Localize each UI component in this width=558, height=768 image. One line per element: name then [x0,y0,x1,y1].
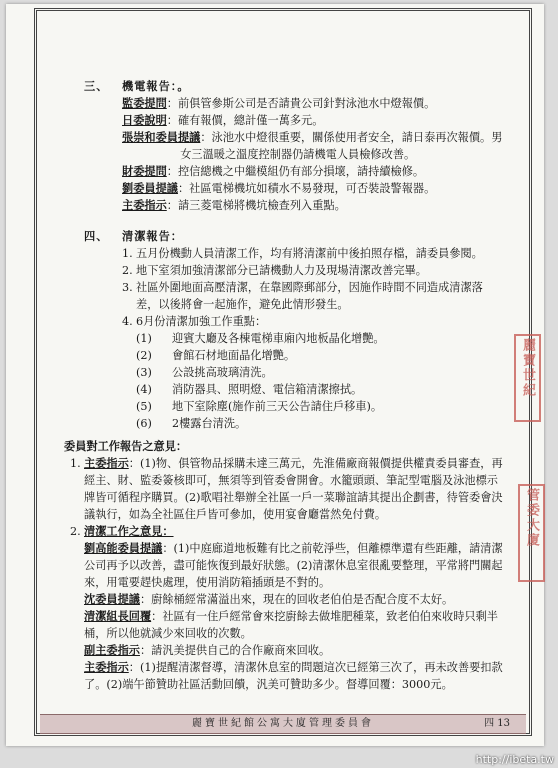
seal-stamp: 管委大廈 [518,484,545,582]
item-number: 1. [122,247,133,260]
sub-item-text: 會館石材地面晶化增艷。 [172,349,296,362]
opinion-item-2 [70,523,504,540]
minute-line: 副主委指示：請汎美提供自己的合作廠商來回收。 [84,643,331,657]
document-body [64,78,504,693]
section-4-title: 清潔報告： [122,229,183,243]
minute-line: 劉高能委員提議：(1)中庭廊道地板難有比之前乾淨些，但離標準還有些距離，請清潔公司再予以改善，盡可能恢復到最好狀態。(2)清潔休息室很亂要整理，平常將門關起來，用電要趕快處理，使用消防箱插頭是不對的。 [84,541,503,589]
sub-item [136,364,504,381]
section-4-body [122,245,504,432]
item-number: 1. [70,457,81,470]
page-footer [40,714,526,734]
footer-title: 麗寶世紀館公寓大廈管理委員會 [192,718,374,729]
sub-item-text: 2樓露台清洗。 [172,417,247,430]
section-3-number: 三、 [84,79,109,93]
minute-line: 主委指示：(1)提醒清潔督導，清潔休息室的問題這次已經第三次了，再未改善要扣款了。(2)端午節贊助社區活動回饋，汎美可贊助多少。督導回覆：3000元。 [84,660,503,691]
minute-line: 財委提問：控信總機之中繼模組仍有部分損壞，請持續檢修。 [122,164,425,178]
speaker-label: 財委提問 [122,164,167,178]
item-text: 6月份清潔加強工作重點： [136,315,267,328]
minute-text: 請汎美提供自己的合作廠商來回收。 [151,644,331,657]
list-item [122,245,504,262]
minute-line: 清潔組長回覆：社區有一住戶經常會來挖廚餘去做堆肥種菜，致老伯伯來收時只剩半桶，所以他就減少來回收的次數。 [84,609,498,640]
sub-item [136,415,504,432]
sub-item-number: (2) [136,349,152,362]
minute-text: 前俱管參斯公司是否請貴公司針對泳池水中燈報價。 [177,97,436,110]
sub-item-number: (3) [136,366,152,379]
list-item [122,262,504,279]
seal-stamp: 麗寶世紀 [514,334,541,422]
document-page [6,4,544,746]
minute-text: 確有報價，總計僅一萬多元。 [177,114,324,127]
section-4-heading [84,228,504,245]
item-text: 五月份機動人員清潔工作，均有將清潔前中後拍照存檔，請委員參閱。 [136,247,483,260]
item-text: 社區外圍地面高壓清潔，在靠國際郵部分，因施作時間不同造成清潔落差，以後將會一起施作，避免此情形發生。 [136,281,483,311]
speaker-label: 張崇和委員提議 [122,130,201,144]
minute-text: 泳池水中燈很重要，關係使用者安全，請日泰再次報價。男女三溫暖之溫度控制器仍請機電人員檢修改善。 [180,131,503,161]
page-number: 四 13 [484,718,510,729]
list-item [122,313,504,330]
speaker-label: 沈委員提議 [84,592,140,606]
minute-line: 主委指示：請三菱電梯將機坑檢查列入重點。 [122,198,346,212]
sub-item-text: 消防器具、照明燈、電信箱清潔擦拭。 [172,383,363,396]
sub-item-number: (5) [136,400,152,413]
cleaning-opinions [84,540,504,693]
minute-text: 社區電梯機坑如積水不易發現，可否裝設警報器。 [189,182,436,195]
opinions-heading: 委員對工作報告之意見： [64,439,188,453]
minute-text: 控信總機之中繼模組仍有部分損壞，請持續檢修。 [177,165,425,178]
opinion-text: 主委指示：(1)物、俱管物品採購未達三萬元，先淮備廠商報價提供權責委員審查，再經主、財、監委簽核即可，無須等到管委會開會。水籠頭頭、筆記型電腦及泳池標示牌皆可循程序購買。(2)歌唱社舉辦全社區一戶一菜聯誼請其提出企劃書，待管委會決議執行，如為全社區住戶皆可參加，使用宴會廳當然免付費。 [84,456,503,521]
sub-item-number: (6) [136,417,152,430]
item-number: 2. [122,264,133,277]
section-4-number: 四、 [84,229,109,243]
section-3-body [122,95,504,214]
speaker-label: 主委指示 [122,198,167,212]
minute-text: 社區有一住戶經常會來挖廚餘去做堆肥種菜，致老伯伯來收時只剩半桶，所以他就減少來回收的次數。 [84,610,498,640]
minute-line: 日委說明：確有報價，總計僅一萬多元。 [122,113,324,127]
sub-item-text: 迎賓大廳及各棟電梯車廂內地板晶化增艷。 [172,332,385,345]
speaker-label: 主委指示 [84,456,129,470]
sub-item [136,381,504,398]
opinion-item-1 [70,455,504,523]
speaker-label: 主委指示 [84,660,129,674]
sub-item-number: (1) [136,332,152,345]
speaker-label: 日委說明 [122,113,167,127]
sub-item-text: 地下室除塵(施作前三天公告請住戶移車)。 [172,400,383,413]
item-number: 3. [122,281,133,294]
speaker-label: 劉高能委員提議 [84,541,163,555]
sub-item [136,347,504,364]
minute-text: (1)中庭廊道地板難有比之前乾淨些，但離標準還有些距離，請清潔公司再予以改善，盡可能恢復到最好狀態。(2)清潔休息室很亂要整理，平常將門關起來，用電要趕快處理，使用消防箱插頭是不對的。 [84,542,503,589]
item-number: 4. [122,315,133,328]
section-3-heading [84,78,504,95]
minute-line: 沈委員提議：廚餘桶經常滿溢出來，現在的回收老伯伯是否配合度不太好。 [84,592,454,606]
speaker-label: 副主委指示 [84,643,140,657]
speaker-label: 監委提問 [122,96,167,110]
sub-item-number: (4) [136,383,152,396]
minute-line: 張崇和委員提議：泳池水中燈很重要，關係使用者安全，請日泰再次報價。男女三溫暖之溫度控制器仍請機電人員檢修改善。 [122,130,503,161]
minute-text: (1)提醒清潔督導，清潔休息室的問題這次已經第三次了，再未改善要扣款了。(2)端午節贊助社區活動回饋，汎美可贊助多少。督導回覆：3000元。 [84,661,503,691]
minute-line: 監委提問：前俱管參斯公司是否請貴公司針對泳池水中燈報價。 [122,96,436,110]
item-text: 地下室須加強清潔部分已請機動人力及現場清潔改善完畢。 [136,264,427,277]
opinion-subtitle: 清潔工作之意見： [84,524,174,538]
speaker-label: 劉委員提議 [122,181,178,195]
minute-text: 廚餘桶經常滿溢出來，現在的回收老伯伯是否配合度不太好。 [151,593,454,606]
minute-line: 劉委員提議：社區電梯機坑如積水不易發現，可否裝設警報器。 [122,181,436,195]
section-3-title: 機電報告：。 [122,79,190,93]
minute-text: 請三菱電梯將機坑檢查列入重點。 [177,199,346,212]
sub-item-text: 公設挑高玻璃清洗。 [172,366,273,379]
watermark: http://ibeta.tw [475,753,554,766]
item-number: 2. [70,525,81,538]
minute-text: (1)物、俱管物品採購未達三萬元，先淮備廠商報價提供權責委員審查，再經主、財、監委簽核即可，無須等到管委會開會。水籠頭頭、筆記型電腦及泳池標示牌皆可循程序購買。(2)歌唱社舉辦全社區一戶一菜聯誼請其提出企劃書，待管委會決議執行，如為全社區住戶皆可參加，使用宴會廳當然免付費。 [84,457,503,521]
speaker-label: 清潔組長回覆 [84,609,152,623]
list-item [122,279,504,313]
sub-item [136,330,504,347]
sub-item [136,398,504,415]
